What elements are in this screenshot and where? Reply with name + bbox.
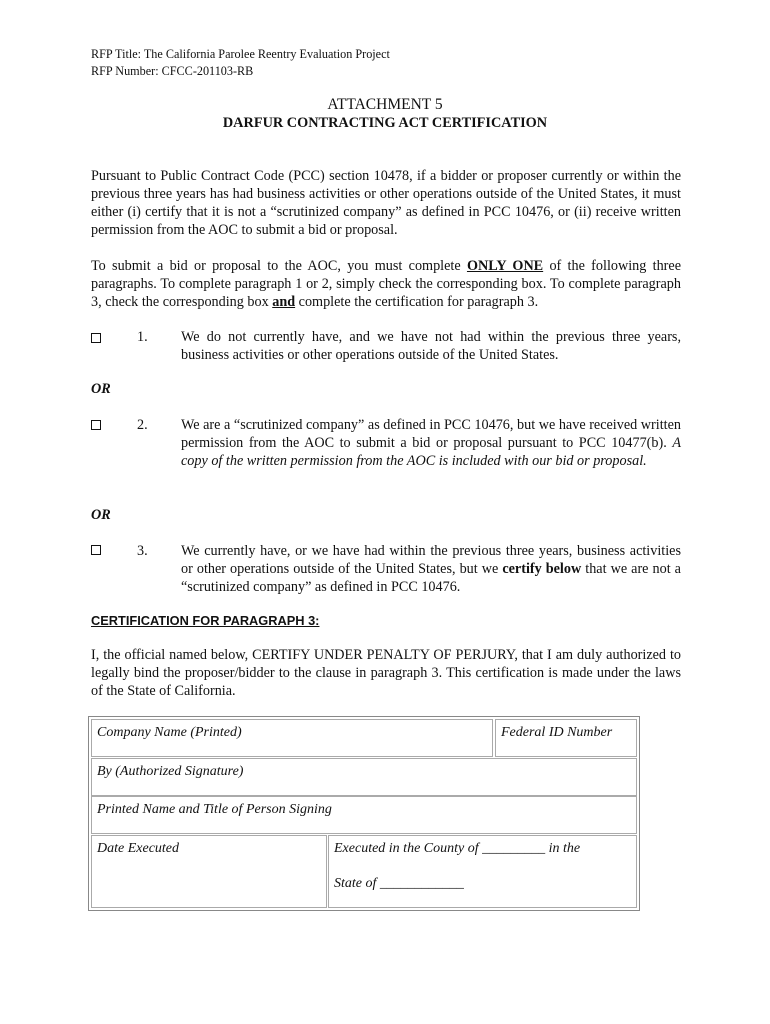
option-2-text-main: We are a “scrutinized company” as defined in PCC 10476, but we have received written permission from the AOC to submit a bid or proposal pursuant to PCC 10477(b). [181,417,681,451]
option-2-checkbox[interactable] [91,420,101,430]
option-3-text-main: We currently have, or we have had within the previous three years, business activities or other operations outside of the United States, but we [181,543,681,577]
company-name-label: Company Name (Printed) [97,725,242,740]
printed-name-field[interactable] [91,796,637,834]
certification-statement: I, the official named below, CERTIFY UNDER PENALTY OF PERJURY, that I am duly authorized to legally bind the proposer/bidder to the clause in paragraph 3. This certification is made under the laws of the State of California. [91,647,681,699]
option-2-text [181,416,681,470]
intro-text-1: To submit a bid or proposal to the AOC, you must complete [91,258,467,274]
option-2-number: 2. [137,417,148,433]
county-state-field[interactable] [328,835,637,908]
federal-id-label: Federal ID Number [501,725,613,740]
option-1-number: 1. [137,329,148,345]
and-emphasis: and [272,294,296,310]
certify-below-emphasis: certify below [502,561,582,577]
intro-paragraph-2 [91,257,681,311]
option-2-text-italic: A copy of the written permission from the AOC is included with our bid or proposal. [181,435,681,469]
document-subtitle: DARFUR CONTRACTING ACT CERTIFICATION [222,115,548,131]
or-label-1: OR [91,381,111,397]
printed-name-label: Printed Name and Title of Person Signing [97,802,332,817]
attachment-title: ATTACHMENT 5 [327,96,443,113]
rfp-number: RFP Number: CFCC-201103-RB [91,64,254,78]
federal-id-field[interactable] [495,719,637,757]
intro-text-3: complete the certification for paragraph 3. [295,294,539,310]
or-label-2: OR [91,507,111,523]
signature-field[interactable] [91,758,637,796]
option-3-checkbox[interactable] [91,545,101,555]
option-3-text [181,542,681,596]
option-3-number: 3. [137,543,148,559]
state-label: State of ____________ [334,876,464,891]
rfp-title: RFP Title: The California Parolee Reentry Evaluation Project [91,47,390,61]
date-executed-label: Date Executed [97,841,180,856]
option-1-checkbox[interactable] [91,333,101,343]
intro-paragraph-1: Pursuant to Public Contract Code (PCC) section 10478, if a bidder or proposer currently or within the previous three years has had business activities or other operations outside of the United States, it must either (i) certify that it is not a “scrutinized company” as defined in PCC 10476, or (ii) receive written permission from the AOC to submit a bid or proposal. [91,168,681,238]
signature-label: By (Authorized Signature) [97,764,244,779]
only-one-emphasis: ONLY ONE [466,258,544,274]
company-name-field[interactable] [91,719,493,757]
intro-text-2: of the following three paragraphs. To complete paragraph 1 or 2, simply check the corresponding box. To complete paragraph 3, check the corresponding box [91,258,681,310]
certification-heading: CERTIFICATION FOR PARAGRAPH 3: [91,613,320,628]
option-3-text-end: that we are not a “scrutinized company” as defined in PCC 10476. [181,561,681,595]
option-1-text: We do not currently have, and we have not had within the previous three years, business activities or other operations outside of the United States. [181,329,681,363]
date-executed-field[interactable] [91,835,327,908]
certification-form [88,716,640,911]
county-label: Executed in the County of _________ in the [334,841,581,856]
